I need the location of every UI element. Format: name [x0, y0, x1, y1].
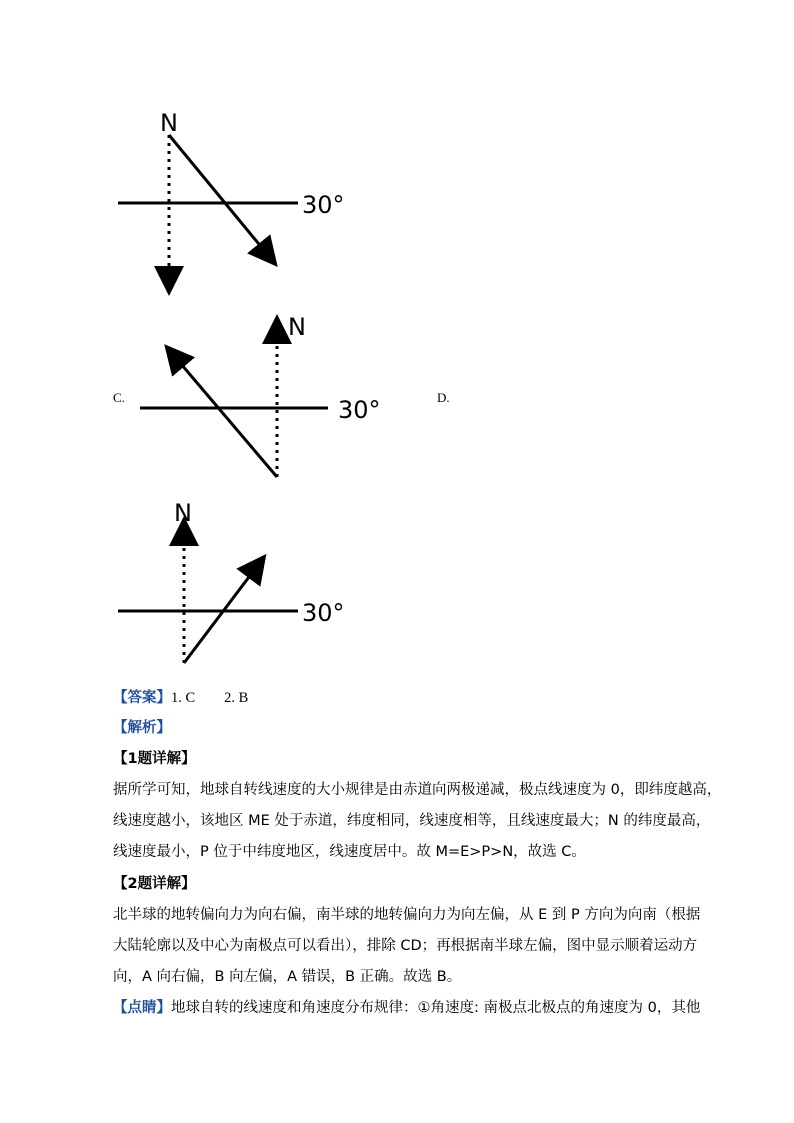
answer-text: 1. C 2. B [171, 690, 249, 706]
q2-line-2: 大陆轮廓以及中心为南极点可以看出），排除 CD；再根据南半球左偏，图中显示顺着运动方 [113, 938, 698, 954]
option-c-label: C. [113, 390, 125, 405]
q1-tag: 【1题详解】 [113, 751, 196, 767]
diagram-deflection-d [110, 495, 370, 675]
n-label: N [174, 499, 192, 527]
solid-arrow [169, 135, 272, 260]
q2-line-1: 北半球的地转偏向力为向右偏，南半球的地转偏向力为向左偏，从 E 到 P 方向为向南（根据 [113, 907, 701, 923]
note-tag: 【点睛】 [113, 1000, 171, 1016]
q1-line-1: 据所学可知，地球自转线速度的大小规律是由赤道向两极递减，极点线速度为 0，即纬度越高， [113, 782, 722, 798]
q2-line-3: 向，A 向右偏，B 向左偏，A 错误，B 正确。故选 B。 [113, 969, 462, 985]
q2-tag: 【2题详解】 [113, 876, 196, 892]
diagram-deflection-c [130, 305, 400, 495]
answer-tag: 【答案】 [113, 690, 171, 706]
latitude-label: 30° [338, 396, 381, 424]
solid-arrow [170, 351, 277, 477]
n-label: N [288, 313, 306, 341]
option-d-label: D. [437, 390, 450, 405]
latitude-label: 30° [302, 599, 345, 627]
q1-line-2: 线速度越小，该地区 ME 处于赤道，纬度相同，线速度相等，且线速度最大；N 的纬度最高， [113, 813, 711, 829]
analysis-tag: 【解析】 [113, 720, 171, 736]
note-text: 地球自转的线速度和角速度分布规律：①角速度: 南极点北极点的角速度为 0，其他 [171, 1000, 701, 1016]
answer-line [113, 686, 248, 707]
latitude-label: 30° [302, 191, 345, 219]
q1-line-3: 线速度最小，P 位于中纬度地区，线速度居中。故 M=E>P>N，故选 C。 [113, 844, 586, 860]
note-line [113, 996, 700, 1017]
diagram-deflection-1 [110, 105, 370, 305]
n-label: N [160, 109, 178, 137]
